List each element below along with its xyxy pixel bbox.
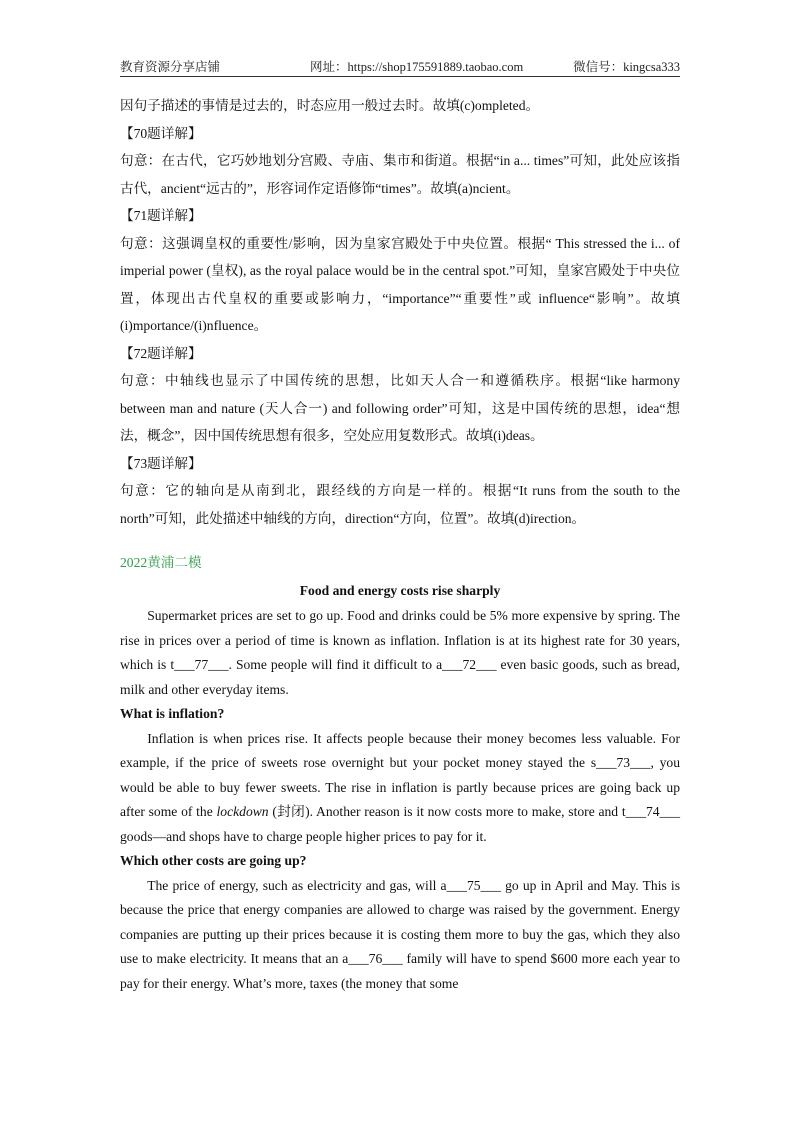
document-body	[120, 92, 680, 996]
page-header	[120, 55, 680, 75]
passage-paragraph-1: Supermarket prices are set to go up. Food and drinks could be 5% more expensive by spring. The rise in prices over a period of time is known as inflation. Inflation is at its highest rate for 30 years, which is t___77___. Some people will find it difficult to a___72___ even basic goods, such as bread, milk and other everyday items.	[120, 608, 680, 697]
paragraph-2-part-a: Inflation is when prices rise. It affects people because their money becomes less valuable. For example, if the price of sweets rose overnight but your pocket money stayed the s___73___, you would be able to buy fewer sweets. The rise in inflation is partly because prices are going back up after some of the	[120, 730, 680, 819]
passage-paragraph-3: The price of energy, such as electricity and gas, will a___75___ go up in April and May. This is because the price that energy companies are allowed to charge was raised by the government. Energy companies are putting up their prices because it is costing them more to buy the gas, which they also use to make electricity. It means that an a___76___ family will have to spend $600 more each year to pay for their energy. What’s more, taxes (the money that some	[120, 877, 680, 991]
answer-73-heading: 【73题详解】	[120, 455, 202, 471]
passage-title: Food and energy costs rise sharply	[299, 582, 501, 598]
passage-subheading-2: Which other costs are going up?	[120, 853, 307, 868]
answer-72-heading: 【72题详解】	[120, 345, 202, 361]
header-divider	[120, 76, 680, 77]
answer-71-heading: 【71题详解】	[120, 208, 202, 223]
header-shop-name: 教育资源分享店铺	[120, 60, 221, 74]
section-spacer	[120, 532, 680, 549]
paragraph-2-part-b: (封闭). Another reason is it now costs more to make, store and t___74___ goods—and shops have to charge people higher prices to pay for it.	[120, 804, 680, 844]
answer-70-body: 句意：在古代，它巧妙地划分宫殿、寺庙、集市和街道。根据“in a... times”可知，此处应该指古代，ancient“远古的”，形容词作定语修饰“times”。故填(a)ncient。	[120, 153, 680, 196]
header-url[interactable]: 网址：https://shop175591889.taobao.com	[310, 60, 524, 74]
answer-71-body: 句意：这强调皇权的重要性/影响，因为皇家宫殿处于中央位置。根据“ This stressed the i... of imperial power (皇权), as the royal palace would be in the central spot.”可知，皇家宫殿处于中央位置，体现出古代皇权的重要或影响力，“importance”“重要性”或 influence“影响”。故填(i)mportance/(i)nfluence。	[120, 235, 680, 333]
answer-73-body: 句意：它的轴向是从南到北，跟经线的方向是一样的。根据“It runs from the south to the north”可知，此处描述中轴线的方向，direction“方向，位置”。故填(d)irection。	[120, 483, 680, 526]
lockdown-term: lockdown	[216, 804, 269, 819]
header-wechat: 微信号：kingcsa333	[573, 60, 680, 74]
section-tag: 2022黄浦二模	[120, 555, 202, 570]
answer-72-body: 句意：中轴线也显示了中国传统的思想，比如天人合一和遵循秩序。根据“like harmony between man and nature (天人合一) and following order”可知，这是中国传统的思想，idea“想法，概念”，因中国传统思想有很多，空处应用复数形式。故填(i)deas。	[120, 373, 680, 443]
passage-paragraph-2	[120, 727, 680, 850]
passage-subheading-1: What is inflation?	[120, 706, 225, 721]
answer-69-tail: 因句子描述的事情是过去的，时态应用一般过去时。故填(c)ompleted。	[120, 98, 540, 113]
answer-70-heading: 【70题详解】	[120, 125, 202, 141]
